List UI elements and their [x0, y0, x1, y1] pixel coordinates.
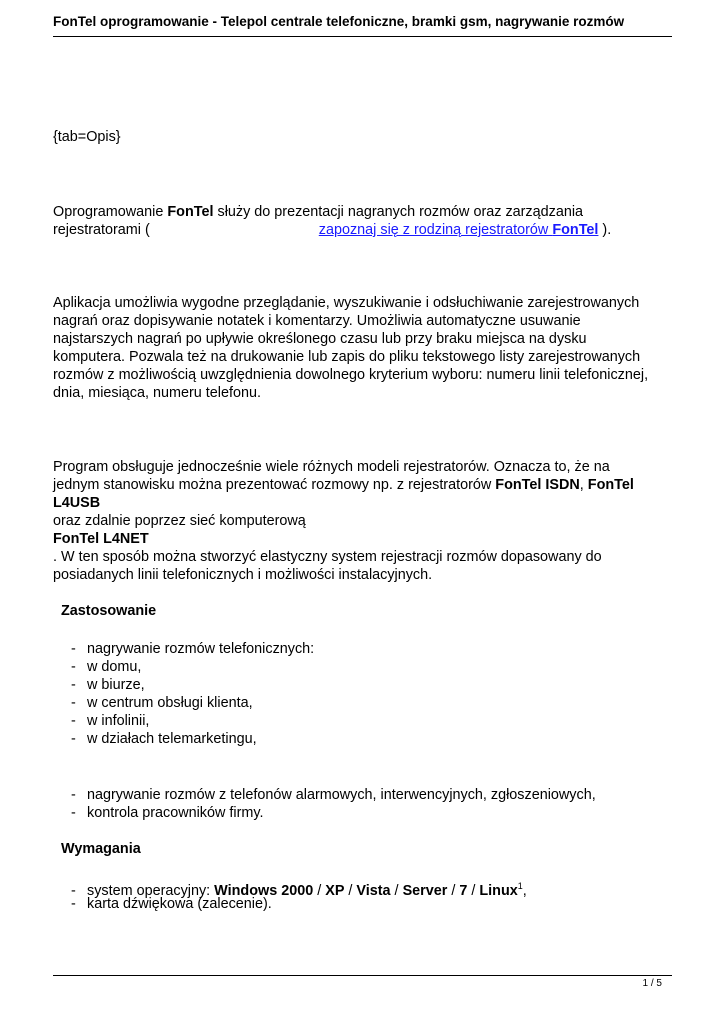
os-windows-2000: Windows 2000	[214, 882, 314, 899]
os-server: Server	[402, 882, 448, 899]
list-dash: -	[71, 641, 76, 657]
para2-line-4: komputera. Pozwala też na drukowanie lub zapis do pliku tekstowego listy zarejestrowanych	[53, 349, 641, 365]
list-dash: -	[71, 882, 76, 899]
para3-line-1: Program obsługuje jednocześnie wiele różnych modeli rejestratorów. Oznacza to, że na	[53, 459, 610, 475]
list-item	[71, 676, 145, 694]
fontel-link[interactable]: FonTel	[552, 222, 599, 238]
list-dash: -	[71, 805, 76, 821]
list-item	[71, 712, 149, 730]
list-item-text: kontrola pracowników firmy.	[87, 805, 264, 821]
list-item	[71, 694, 253, 712]
header-divider	[53, 36, 672, 37]
intro-line-2	[53, 221, 673, 239]
para2-line-2: nagrań oraz dopisywanie notatek i komentarzy. Umożliwia automatyczne usuwanie	[53, 313, 581, 329]
para3-line-2	[53, 476, 634, 494]
intro-text: rejestratorami (	[53, 222, 150, 238]
tab-marker: {tab=Opis}	[53, 129, 121, 145]
list-item-text: nagrywanie rozmów telefonicznych:	[87, 641, 315, 657]
list-item-text: w działach telemarketingu,	[87, 731, 257, 747]
para3-text: jednym stanowisku można prezentować rozmowy np. z rejestratorów	[53, 477, 496, 493]
intro-text: Oprogramowanie	[53, 204, 168, 220]
intro-bold-fontel: FonTel	[167, 204, 214, 220]
list-dash: -	[71, 659, 76, 675]
heading-zastosowanie: Zastosowanie	[61, 603, 157, 619]
intro-text: służy do prezentacji nagranych rozmów oraz zarządzania	[213, 204, 584, 220]
list-item-text: w centrum obsługi klienta,	[87, 695, 253, 711]
para3-line-5: posiadanych linii telefonicznych i możliwości instalacyjnych.	[53, 567, 433, 583]
os-suffix: ,	[522, 882, 527, 899]
os-separator: /	[344, 882, 357, 899]
list-item	[71, 804, 263, 822]
list-item-text: w domu,	[87, 659, 142, 675]
os-separator: /	[313, 882, 326, 899]
list-item	[71, 658, 141, 676]
list-dash: -	[71, 677, 76, 693]
os-separator: /	[467, 882, 480, 899]
os-prefix: system operacyjny:	[87, 882, 215, 899]
list-item-text: karta dźwiękowa (zalecenie).	[87, 896, 272, 912]
list-item-sound	[71, 895, 272, 913]
list-item	[71, 730, 257, 748]
list-item-text: nagrywanie rozmów z telefonów alarmowych, interwencyjnych, zgłoszeniowych,	[87, 787, 596, 803]
product-l4usb: L4USB	[53, 495, 101, 511]
intro-line-1	[53, 203, 583, 221]
list-item-text: w biurze,	[87, 677, 145, 693]
os-separator: /	[447, 882, 460, 899]
intro-text: ).	[598, 222, 612, 238]
product-fontel-l4net: FonTel L4NET	[53, 531, 149, 547]
page-header-title: FonTel oprogramowanie - Telepol centrale telefoniczne, bramki gsm, nagrywanie rozmów	[53, 14, 625, 29]
heading-wymagania: Wymagania	[61, 841, 141, 857]
list-item	[71, 640, 314, 658]
recorders-family-link[interactable]: zapoznaj się z rodziną rejestratorów	[318, 222, 553, 238]
page-number: 1 / 5	[642, 978, 662, 989]
list-dash: -	[71, 731, 76, 747]
os-linux: Linux	[479, 882, 518, 899]
os-separator: /	[390, 882, 403, 899]
list-dash: -	[71, 787, 76, 803]
para2-line-1: Aplikacja umożliwia wygodne przeglądanie, wyszukiwanie i odsłuchiwanie zarejestrowanych	[53, 295, 640, 311]
product-fontel-isdn: FonTel ISDN	[495, 477, 580, 493]
list-item	[71, 786, 596, 804]
os-xp: XP	[325, 882, 345, 899]
list-dash: -	[71, 713, 76, 729]
para2-line-6: dnia, miesiąca, numeru telefonu.	[53, 385, 261, 401]
list-dash: -	[71, 695, 76, 711]
para3-line-4: . W ten sposób można stworzyć elastyczny system rejestracji rozmów dopasowany do	[53, 549, 602, 565]
os-7: 7	[459, 882, 468, 899]
os-vista: Vista	[356, 882, 391, 899]
para2-line-3: najstarszych nagrań po upływie określonego czasu lub przy braku miejsca na dysku	[53, 331, 587, 347]
footer-divider	[53, 975, 672, 976]
product-fontel: FonTel	[587, 477, 634, 493]
para3-comma: ,	[579, 477, 588, 493]
footnote-marker: 1	[517, 881, 523, 891]
para3-line-3: oraz zdalnie poprzez sieć komputerową	[53, 513, 306, 529]
list-item-text: w infolinii,	[87, 713, 150, 729]
list-dash: -	[71, 896, 76, 912]
para2-line-5: rozmów z możliwością uwzględnienia dowolnego kryterium wyboru: numeru linii telefonicznej,	[53, 367, 649, 383]
